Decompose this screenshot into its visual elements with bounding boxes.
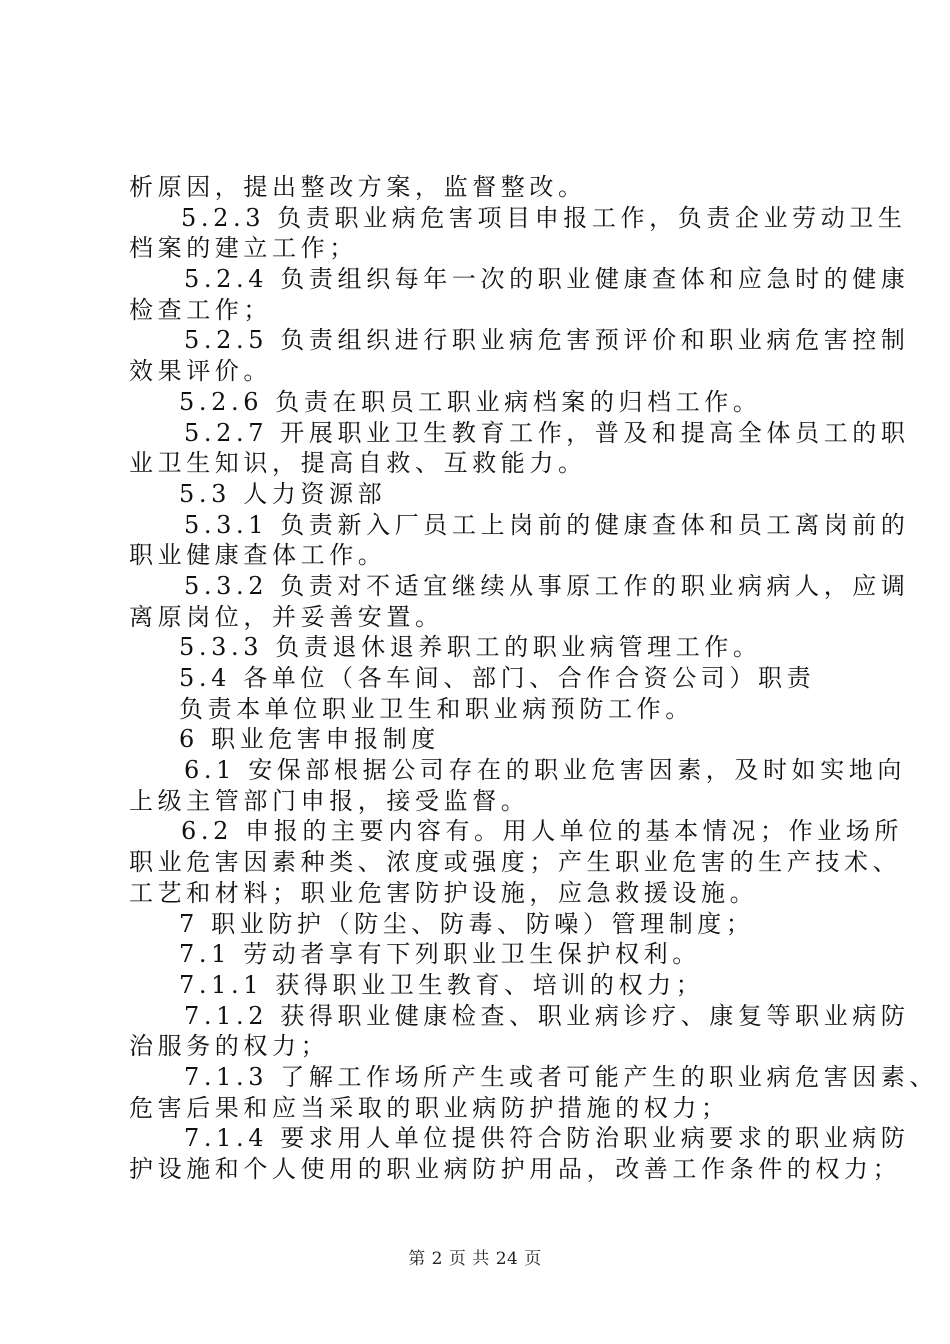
text-line: 5.2.7 开展职业卫生教育工作，普及和提高全体员工的职 xyxy=(184,418,910,447)
text-line: 档案的建立工作； xyxy=(129,234,358,263)
text-line: 析原因，提出整改方案，监督整改。 xyxy=(129,173,587,201)
text-line: 治服务的权力； xyxy=(129,1032,330,1061)
text-line: 业卫生知识，提高自救、互救能力。 xyxy=(129,449,587,478)
text-line: 上级主管部门申报，接受监督。 xyxy=(129,786,530,815)
text-line: 检查工作； xyxy=(129,295,272,324)
section-heading: 6 职业危害申报制度 xyxy=(179,725,440,754)
text-line: 职业危害因素种类、浓度或强度；产生职业危害的生产技术、 xyxy=(129,848,902,877)
text-line: 5.3.3 负责退休退养职工的职业病管理工作。 xyxy=(179,633,762,662)
text-line: 7.1.3 了解工作场所产生或者可能产生的职业病危害因素、 xyxy=(184,1062,939,1091)
text-line: 6.2 申报的主要内容有。用人单位的基本情况；作业场所 xyxy=(181,817,903,846)
text-line: 5.3.2 负责对不适宜继续从事原工作的职业病病人，应调 xyxy=(184,571,910,600)
text-line: 6.1 安保部根据公司存在的职业危害因素，及时如实地向 xyxy=(184,756,906,785)
text-line: 效果评价。 xyxy=(129,357,272,386)
text-line: 7.1 劳动者享有下列职业卫生保护权利。 xyxy=(179,940,701,969)
text-line: 7.1.4 要求用人单位提供符合防治职业病要求的职业病防 xyxy=(184,1124,910,1153)
text-line: 5.2.6 负责在职员工职业病档案的归档工作。 xyxy=(179,387,762,416)
text-line: 5.2.3 负责职业病危害项目申报工作，负责企业劳动卫生 xyxy=(181,203,907,232)
text-line: 7.1.1 获得职业卫生教育、培训的权力； xyxy=(179,970,705,999)
text-line: 7.1.2 获得职业健康检查、职业病诊疗、康复等职业病防 xyxy=(184,1001,910,1030)
section-heading: 7 职业防护（防尘、防毒、防噪）管理制度； xyxy=(179,909,755,938)
section-heading: 5.3 人力资源部 xyxy=(179,479,387,508)
text-line: 负责本单位职业卫生和职业病预防工作。 xyxy=(179,694,694,723)
page-number-footer: 第 2 页 共 24 页 xyxy=(408,1249,542,1269)
text-line: 危害后果和应当采取的职业病防护措施的权力； xyxy=(129,1093,730,1122)
text-line: 5.2.5 负责组织进行职业病危害预评价和职业病危害控制 xyxy=(184,326,910,355)
text-line: 职业健康查体工作。 xyxy=(129,541,387,570)
text-line: 护设施和个人使用的职业病防护用品，改善工作条件的权力； xyxy=(129,1155,902,1183)
text-line: 工艺和材料；职业危害防护设施，应急救援设施。 xyxy=(129,878,759,907)
text-line: 5.2.4 负责组织每年一次的职业健康查体和应急时的健康 xyxy=(184,265,910,294)
document-body xyxy=(129,172,939,1185)
text-line: 5.3.1 负责新入厂员工上岗前的健康查体和员工离岗前的 xyxy=(184,510,910,539)
text-line: 离原岗位，并妥善安置。 xyxy=(129,602,444,631)
section-heading: 5.4 各单位（各车间、部门、合作合资公司）职责 xyxy=(179,664,816,692)
